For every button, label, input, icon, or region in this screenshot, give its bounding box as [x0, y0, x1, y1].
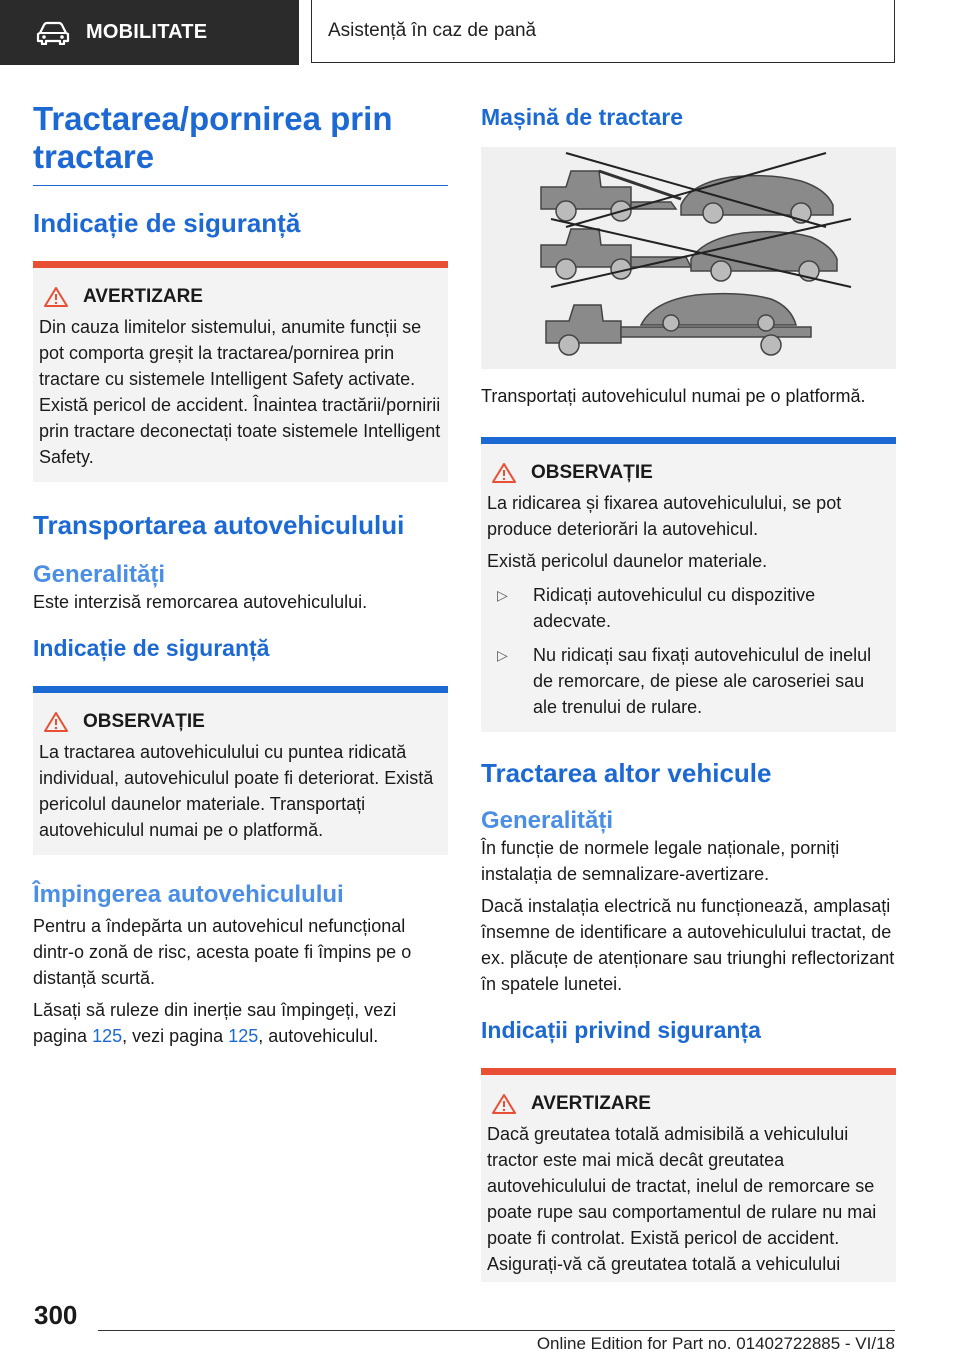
- safety-heading-2: Indicație de siguranță: [33, 635, 270, 661]
- chapter-header: [311, 0, 895, 63]
- general-heading: Generalități: [481, 807, 614, 834]
- towing-illustration: [481, 147, 896, 369]
- right-column: [481, 100, 896, 1282]
- page-link[interactable]: 125: [92, 1026, 123, 1046]
- push-text: Pentru a îndepărta un autovehicul nefuncțional dintr-o zonă de risc, acesta poate fi împins pe o distanță scurtă.: [33, 916, 412, 988]
- warning-triangle-icon: [491, 462, 517, 484]
- list-item: ▷ Ridicați autovehiculul cu dispozitive adecvate.: [487, 582, 890, 634]
- notice-text: Există pericolul daunelor materiale.: [487, 551, 768, 571]
- list-item: ▷ Nu ridicați sau fixați autovehiculul de inelul de remorcare, de piese ale caroseriei sau ale trenului de rulare.: [487, 642, 890, 720]
- notice-header: [43, 711, 442, 733]
- warning-label: AVERTIZARE: [531, 1093, 651, 1114]
- triangle-bullet-icon: ▷: [497, 587, 508, 603]
- warning-triangle-icon: [43, 711, 69, 733]
- notice-text: La tractarea autovehiculului cu puntea ridicată individual, autovehiculul poate fi deteriorat. Există pericolul daunelor materiale. Transportați autovehiculul numai pe o platformă.: [39, 742, 434, 840]
- general-text: Este interzisă remorcarea autovehiculului.: [33, 592, 368, 612]
- warning-text: Dacă greutatea totală admisibilă a vehiculului tractor este mai mică decât greutatea autovehiculului de tractat, inelul de remorcare se poate rupe sau comportamentul de rulare nu mai poate fi controlat. Există pericol de accident. Asigurați-vă că greutatea totală a vehiculului: [487, 1124, 877, 1274]
- footer-divider: [98, 1330, 895, 1331]
- push-heading: Împingerea autovehiculului: [33, 881, 344, 908]
- section-label: MOBILITATE: [86, 21, 208, 43]
- other-text: Dacă instalația electrică nu funcționează, amplasați însemne de identificare a autovehiculului tractat, de ex. plăcuțe de atenționare sau triunghi reflectorizant în spatele lunetei.: [481, 896, 895, 994]
- notice-box: [33, 686, 448, 855]
- page-number: 300: [34, 1300, 78, 1330]
- general-heading: Generalități: [33, 561, 166, 588]
- page-title: Tractarea/pornirea prin tractare: [33, 100, 448, 186]
- warning-triangle-icon: [43, 286, 69, 308]
- warning-text: Din cauza limitelor sistemului, anumite funcții se pot comporta greșit la tractarea/pornirea prin tractare cu sistemele Intelligent Safety activate. Există pericol de accident. Înaintea tractării/pornirii prin tractare deconectați toate sistemele Intelligent Safety.: [39, 317, 441, 467]
- warning-header: [43, 286, 442, 308]
- safety-heading: Indicații privind siguranța: [481, 1017, 761, 1043]
- chapter-label: Asistență în caz de pană: [328, 20, 537, 41]
- safety-heading: Indicație de siguranță: [33, 208, 301, 238]
- other-text: În funcție de normele legale naționale, porniți instalația de semnalizare-avertizare.: [481, 838, 840, 884]
- warning-header: [491, 1093, 890, 1115]
- notice-box: [481, 437, 896, 732]
- car-icon: [36, 21, 70, 45]
- warning-triangle-icon: [491, 1093, 517, 1115]
- transport-heading: Transportarea autovehiculului: [33, 510, 405, 540]
- other-vehicles-heading: Tractarea altor vehicule: [481, 758, 772, 788]
- section-tab: [0, 0, 299, 65]
- notice-header: [491, 462, 890, 484]
- notice-text: La ridicarea și fixarea autovehiculului, se pot produce deteriorări la autovehicul.: [487, 493, 842, 539]
- illustration-caption: Transportați autovehiculul numai pe o platformă.: [481, 386, 866, 406]
- push-reference: Lăsați să ruleze din inerție sau împingeți, vezi pagina 125, vezi pagina 125, autovehiculul.: [33, 1000, 397, 1046]
- warning-box: [481, 1068, 896, 1282]
- notice-label: OBSERVAȚIE: [531, 462, 653, 483]
- footer-edition: Online Edition for Part no. 01402722885 - VI/18: [536, 1334, 895, 1353]
- warning-box: [33, 261, 448, 482]
- page-link[interactable]: 125: [228, 1026, 259, 1046]
- tow-truck-illustration: [481, 147, 896, 369]
- warning-label: AVERTIZARE: [83, 286, 203, 307]
- left-column: [33, 100, 448, 1049]
- triangle-bullet-icon: ▷: [497, 647, 508, 663]
- notice-label: OBSERVAȚIE: [83, 711, 205, 732]
- tow-heading: Mașină de tractare: [481, 104, 683, 130]
